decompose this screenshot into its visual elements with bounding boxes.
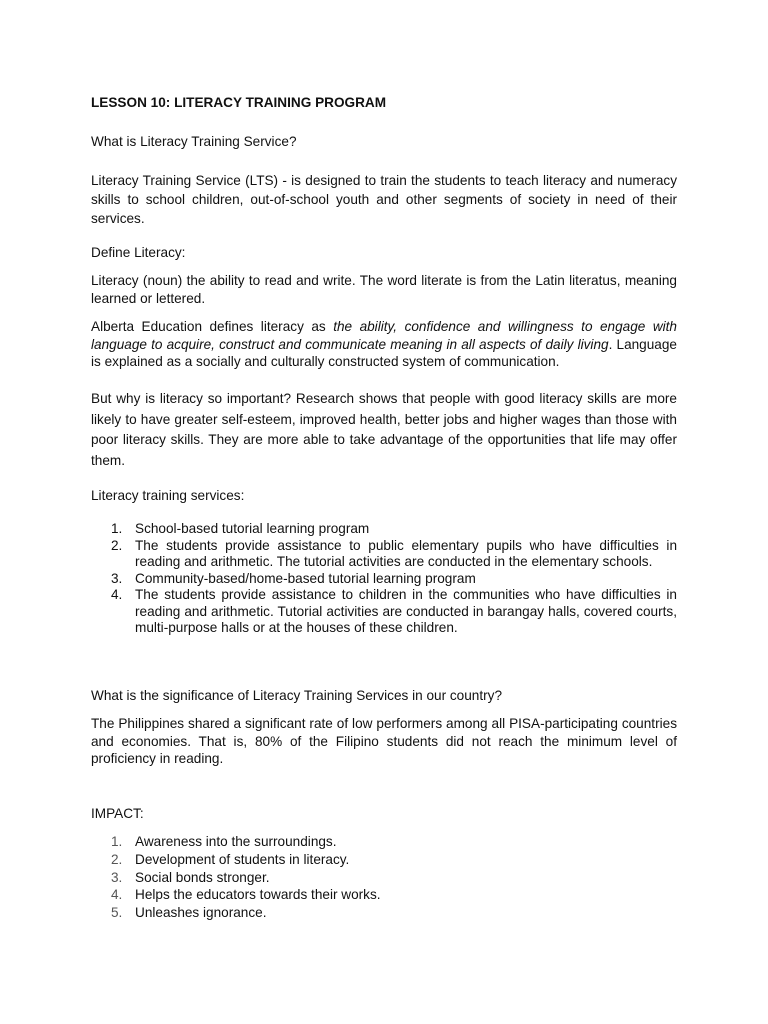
list-item	[91, 521, 677, 538]
question-lts: What is Literacy Training Service?	[91, 134, 297, 149]
impact-list	[91, 833, 677, 922]
list-item-number: 1.	[111, 834, 123, 849]
define-literacy-heading: Define Literacy:	[91, 245, 186, 260]
list-item	[91, 904, 677, 922]
list-item-number: 2.	[111, 851, 123, 867]
literacy-noun-paragraph: Literacy (noun) the ability to read and write. The word literate is from the Latin literatus, meaning learned or lettered.	[91, 273, 677, 306]
list-item-text: Unleashes ignorance.	[135, 905, 267, 921]
list-item-number: 3.	[111, 570, 123, 586]
list-item-number: 4.	[111, 587, 123, 602]
significance-question: What is the significance of Literacy Training Services in our country?	[91, 688, 503, 703]
list-item	[91, 833, 677, 851]
list-item-text: The students provide assistance to children in the communities who have difficulties in reading and arithmetic. Tutorial activities are conducted in barangay halls, covered courts, multi-purpose halls or at the houses of these children.	[135, 587, 677, 635]
list-item	[91, 571, 677, 588]
list-item	[91, 587, 677, 637]
impact-list-container	[91, 833, 677, 922]
alberta-tail: . Language is explained as a socially and culturally constructed system of communication.	[91, 336, 677, 369]
list-item-text: Development of students in literacy.	[135, 851, 350, 867]
list-item	[91, 869, 677, 887]
services-list	[91, 521, 677, 637]
list-item-number: 4.	[111, 887, 123, 903]
alberta-italic-definition: the ability, confidence and willingness to engage with language to acquire, construct and communicate meaning in all aspects of daily living	[91, 319, 677, 352]
list-item-text: School-based tutorial learning program	[135, 521, 370, 536]
list-item	[91, 851, 677, 869]
list-item-number: 2.	[111, 537, 123, 553]
list-item-text: Awareness into the surroundings.	[135, 834, 337, 849]
lesson-title: LESSON 10: LITERACY TRAINING PROGRAM	[91, 95, 387, 110]
philippines-paragraph: The Philippines shared a significant rate of low performers among all PISA-participating countries and economies. That is, 80% of the Filipino students did not reach the minimum level of proficiency in reading.	[91, 716, 677, 766]
services-list-container	[91, 521, 677, 637]
importance-paragraph: But why is literacy so important? Research shows that people with good literacy skills are more likely to have greater self-esteem, improved health, better jobs and higher wages than those with poor literacy skills. They are more able to take advantage of the opportunities that life may offer them.	[91, 391, 677, 468]
list-item-number: 5.	[111, 905, 123, 921]
lts-definition-paragraph: Literacy Training Service (LTS) - is designed to train the students to teach literacy and numeracy skills to school children, out-of-school youth and other segments of society in need of their services.	[91, 173, 677, 226]
list-item	[91, 538, 677, 571]
alberta-definition-paragraph	[91, 318, 677, 371]
list-item-number: 3.	[111, 869, 123, 885]
list-item-text: The students provide assistance to public elementary pupils who have difficulties in reading and arithmetic. The tutorial activities are conducted in the elementary schools.	[135, 537, 677, 569]
alberta-lead: Alberta Education defines literacy as	[91, 319, 334, 334]
list-item-text: Community-based/home-based tutorial learning program	[135, 570, 476, 586]
list-item	[91, 886, 677, 904]
list-item-text: Helps the educators towards their works.	[135, 887, 381, 903]
services-heading: Literacy training services:	[91, 488, 245, 503]
impact-heading: IMPACT:	[91, 806, 144, 821]
list-item-text: Social bonds stronger.	[135, 869, 270, 885]
list-item-number: 1.	[111, 521, 123, 536]
